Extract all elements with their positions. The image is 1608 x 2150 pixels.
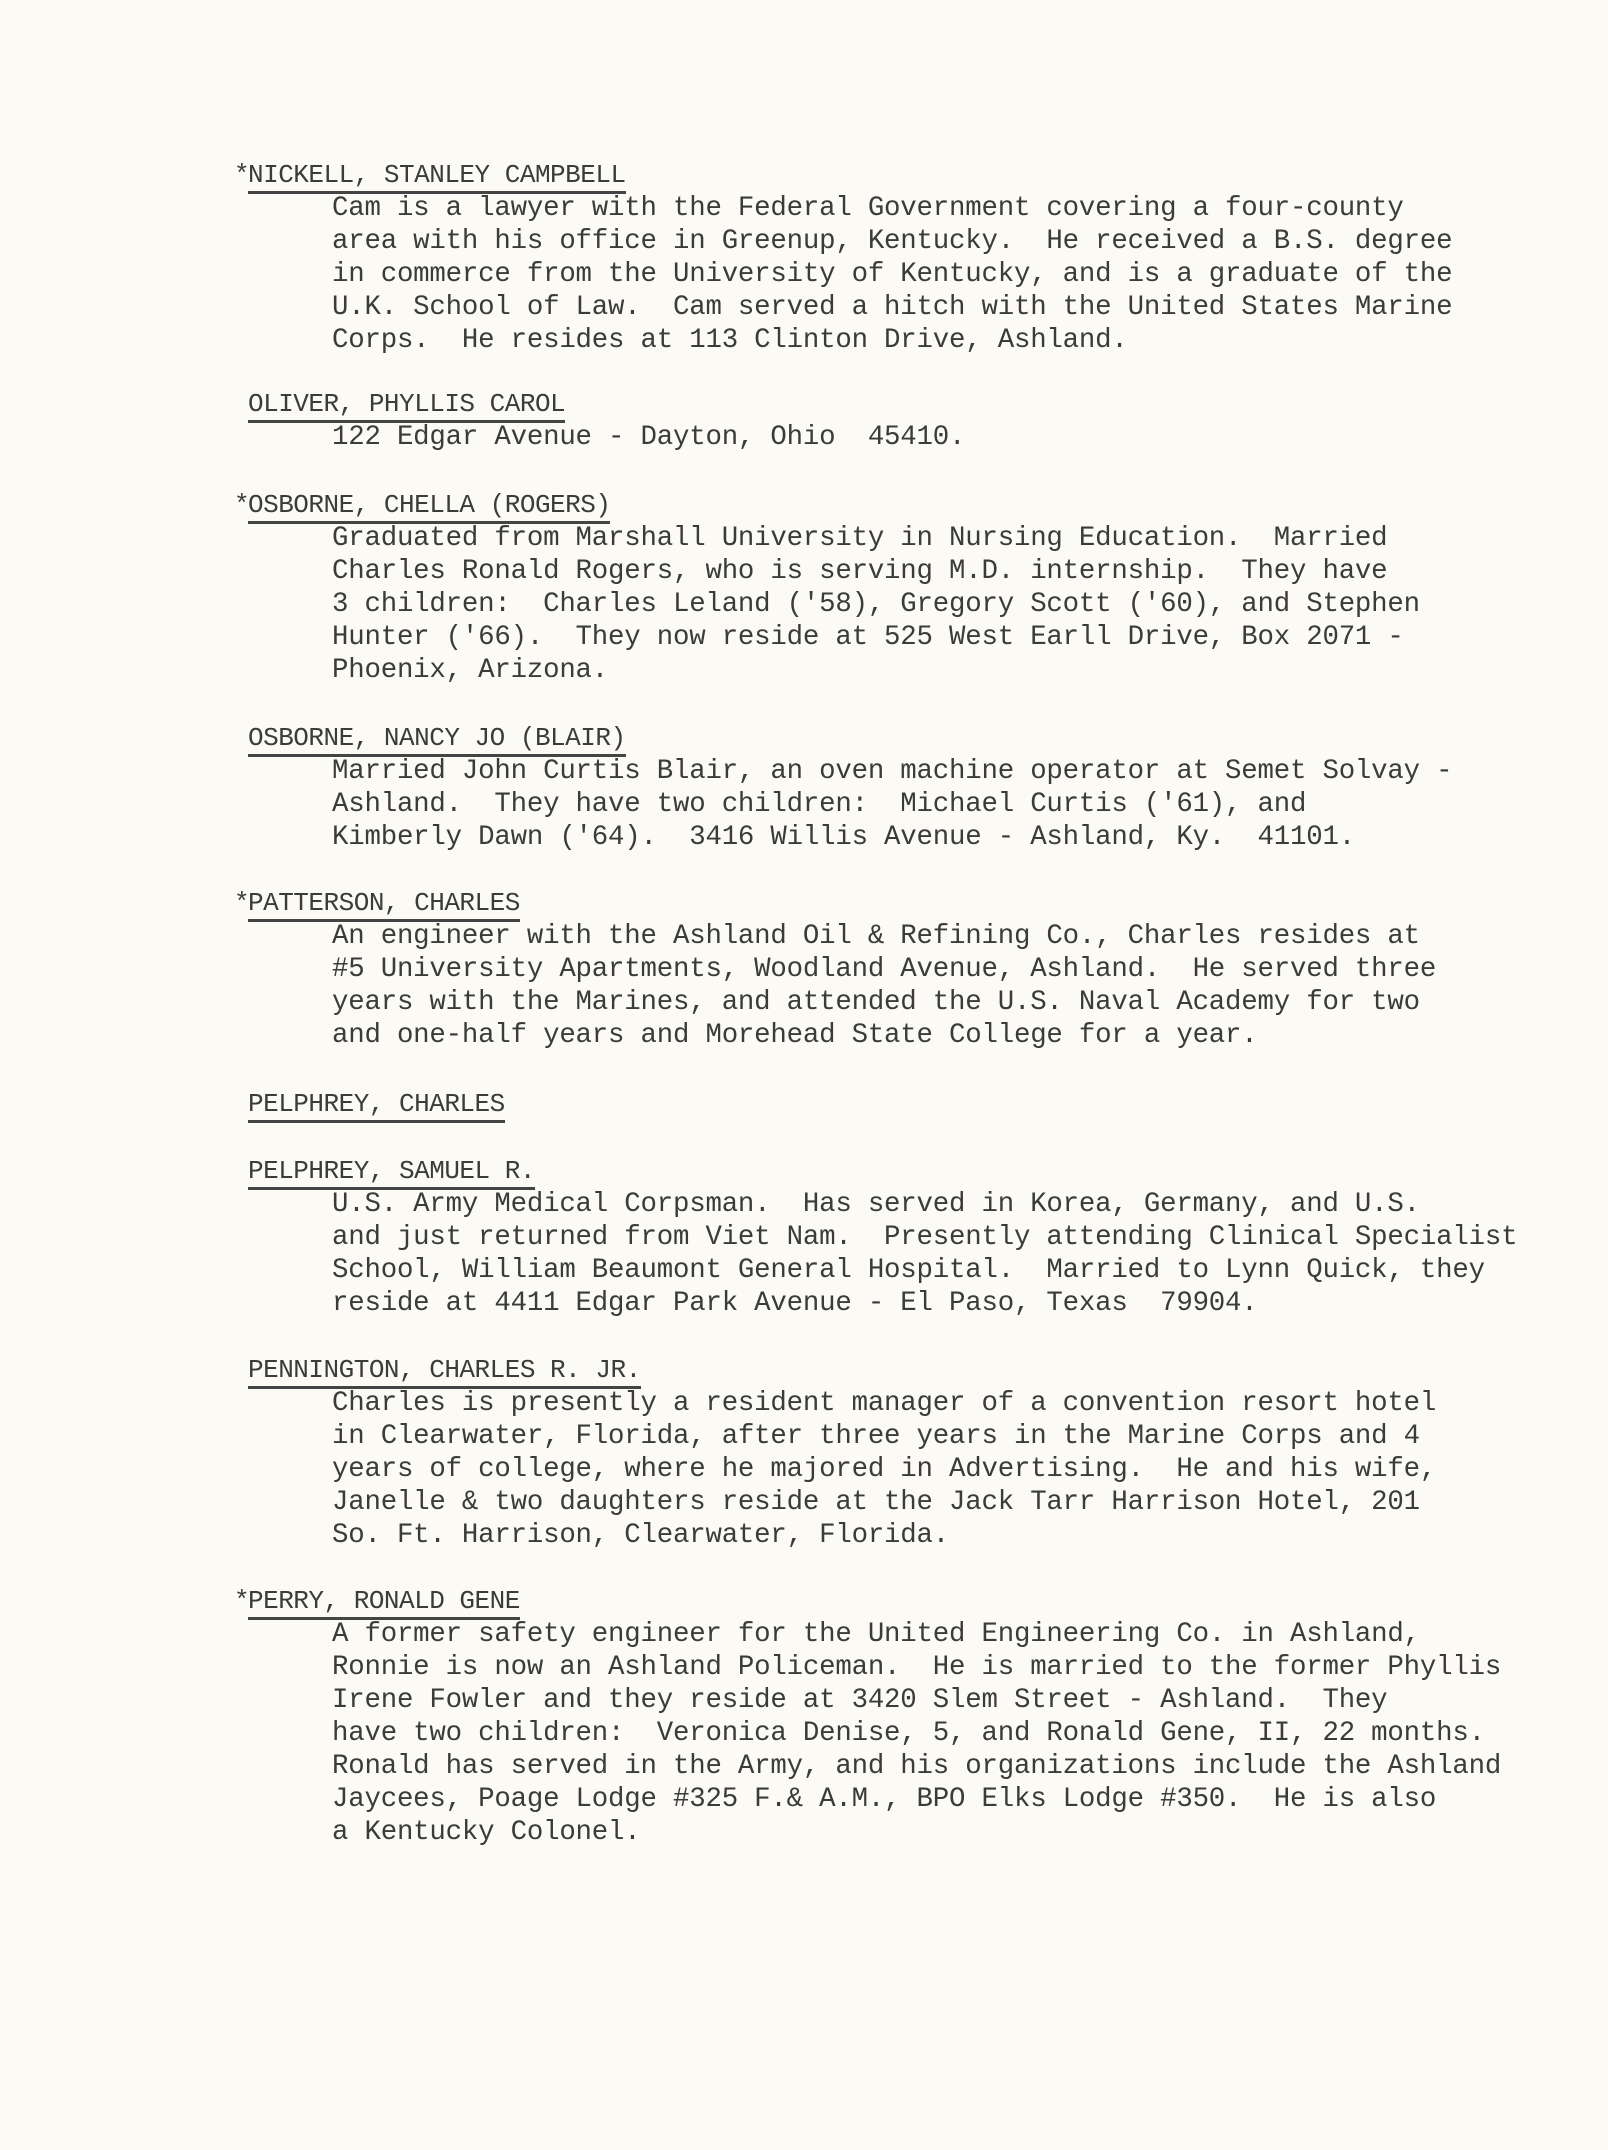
entry-body bbox=[332, 1188, 1517, 1320]
asterisk-marker: * bbox=[234, 888, 250, 918]
body-line: An engineer with the Ashland Oil & Refining Co., Charles resides at bbox=[332, 921, 1420, 952]
body-line: in commerce from the University of Kentucky, and is a graduate of the bbox=[332, 259, 1453, 290]
entry-name: OSBORNE, NANCY JO (BLAIR) bbox=[248, 723, 626, 757]
body-line: So. Ft. Harrison, Clearwater, Florida. bbox=[332, 1520, 950, 1551]
entry-body bbox=[332, 755, 1452, 854]
body-line: Corps. He resides at 113 Clinton Drive, Ashland. bbox=[332, 325, 1128, 356]
body-line: Charles is presently a resident manager of a convention resort hotel bbox=[332, 1388, 1437, 1419]
entry-body bbox=[332, 522, 1420, 687]
body-line: Phoenix, Arizona. bbox=[332, 655, 609, 686]
entry-body bbox=[332, 1618, 1501, 1849]
body-line: have two children: Veronica Denise, 5, and Ronald Gene, II, 22 months. bbox=[332, 1718, 1485, 1749]
body-line: area with his office in Greenup, Kentucky. He received a B.S. degree bbox=[332, 226, 1453, 257]
entry-name: PATTERSON, CHARLES bbox=[248, 888, 520, 922]
entry-name: PENNINGTON, CHARLES R. JR. bbox=[248, 1355, 641, 1389]
body-line: years of college, where he majored in Advertising. He and his wife, bbox=[332, 1454, 1437, 1485]
body-line: School, William Beaumont General Hospital. Married to Lynn Quick, they bbox=[332, 1255, 1485, 1286]
body-line: and one-half years and Morehead State College for a year. bbox=[332, 1020, 1258, 1051]
body-line: Kimberly Dawn ('64). 3416 Willis Avenue - Ashland, Ky. 41101. bbox=[332, 822, 1355, 853]
body-line: Charles Ronald Rogers, who is serving M.D. internship. They have bbox=[332, 556, 1388, 587]
entry-heading bbox=[248, 722, 626, 755]
entry-name: OLIVER, PHYLLIS CAROL bbox=[248, 389, 565, 423]
entry-heading bbox=[234, 489, 611, 522]
entry-name: PELPHREY, CHARLES bbox=[248, 1089, 505, 1123]
asterisk-marker: * bbox=[234, 490, 250, 520]
body-line: Married John Curtis Blair, an oven machine operator at Semet Solvay - bbox=[332, 756, 1453, 787]
body-line: U.K. School of Law. Cam served a hitch with the United States Marine bbox=[332, 292, 1453, 323]
entry-body bbox=[332, 920, 1436, 1052]
entry-heading bbox=[234, 159, 626, 192]
entry-name: PELPHREY, SAMUEL R. bbox=[248, 1156, 535, 1190]
body-line: and just returned from Viet Nam. Presently attending Clinical Specialist bbox=[332, 1222, 1518, 1253]
entry-heading bbox=[248, 1088, 505, 1121]
body-line: a Kentucky Colonel. bbox=[332, 1817, 641, 1848]
entry-heading bbox=[234, 1585, 520, 1618]
entry-heading bbox=[248, 1354, 641, 1387]
body-line: Irene Fowler and they reside at 3420 Slem Street - Ashland. They bbox=[332, 1685, 1388, 1716]
body-line: in Clearwater, Florida, after three years in the Marine Corps and 4 bbox=[332, 1421, 1420, 1452]
body-line: years with the Marines, and attended the U.S. Naval Academy for two bbox=[332, 987, 1420, 1018]
entry-name: OSBORNE, CHELLA (ROGERS) bbox=[248, 490, 610, 524]
body-line: Janelle & two daughters reside at the Jack Tarr Harrison Hotel, 201 bbox=[332, 1487, 1420, 1518]
body-line: #5 University Apartments, Woodland Avenue, Ashland. He served three bbox=[332, 954, 1437, 985]
body-line: Jaycees, Poage Lodge #325 F.& A.M., BPO Elks Lodge #350. He is also bbox=[332, 1784, 1437, 1815]
asterisk-marker: * bbox=[234, 1586, 250, 1616]
body-line: A former safety engineer for the United Engineering Co. in Ashland, bbox=[332, 1619, 1420, 1650]
entry-heading bbox=[248, 388, 565, 421]
entry-body bbox=[332, 1387, 1436, 1552]
entry-name: NICKELL, STANLEY CAMPBELL bbox=[248, 160, 626, 194]
body-line: Hunter ('66). They now reside at 525 West Earll Drive, Box 2071 - bbox=[332, 622, 1404, 653]
entry-heading bbox=[248, 1155, 535, 1188]
body-line: Graduated from Marshall University in Nursing Education. Married bbox=[332, 523, 1388, 554]
entry-body bbox=[332, 192, 1452, 357]
entry-body bbox=[332, 421, 965, 454]
body-line: 122 Edgar Avenue - Dayton, Ohio 45410. bbox=[332, 422, 966, 453]
body-line: U.S. Army Medical Corpsman. Has served in Korea, Germany, and U.S. bbox=[332, 1189, 1420, 1220]
body-line: Ashland. They have two children: Michael Curtis ('61), and bbox=[332, 789, 1307, 820]
body-line: 3 children: Charles Leland ('58), Gregory Scott ('60), and Stephen bbox=[332, 589, 1420, 620]
body-line: Ronnie is now an Ashland Policeman. He is married to the former Phyllis bbox=[332, 1652, 1502, 1683]
asterisk-marker: * bbox=[234, 160, 250, 190]
entry-name: PERRY, RONALD GENE bbox=[248, 1586, 520, 1620]
body-line: reside at 4411 Edgar Park Avenue - El Paso, Texas 79904. bbox=[332, 1288, 1258, 1319]
body-line: Ronald has served in the Army, and his organizations include the Ashland bbox=[332, 1751, 1502, 1782]
body-line: Cam is a lawyer with the Federal Government covering a four-county bbox=[332, 193, 1404, 224]
entry-heading bbox=[234, 887, 520, 920]
